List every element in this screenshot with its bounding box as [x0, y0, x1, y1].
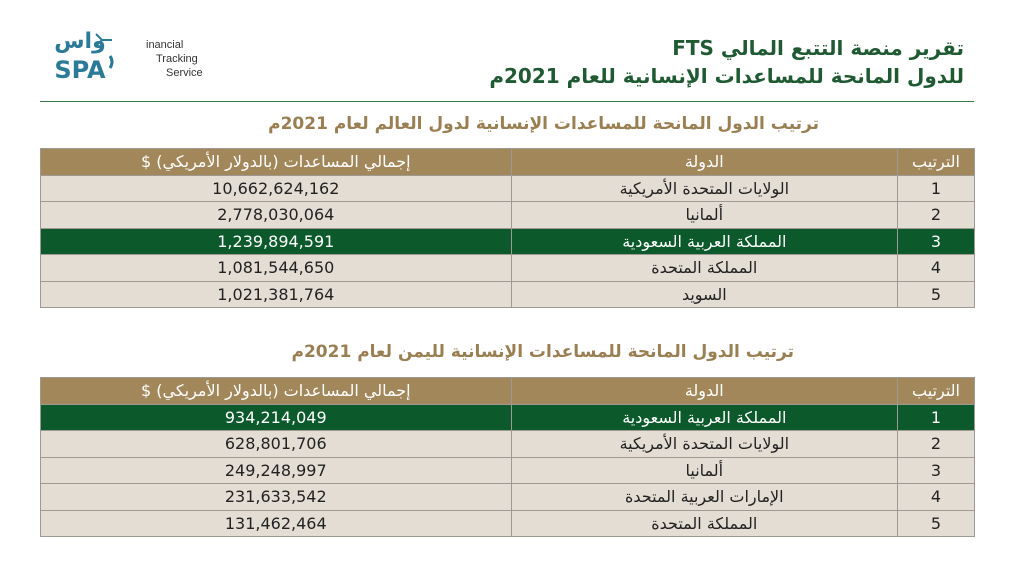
cell-country: المملكة المتحدة	[511, 255, 897, 282]
logo-caption-line-2: Tracking	[156, 53, 198, 65]
cell-total: 2,778,030,064	[41, 202, 512, 229]
table-row	[41, 281, 975, 308]
cell-country: ألمانيا	[511, 202, 897, 229]
table-row-highlighted	[41, 404, 975, 431]
cell-rank: 2	[898, 431, 975, 458]
table-row	[41, 510, 975, 537]
column-header-rank: الترتيب	[898, 149, 975, 176]
cell-country: ألمانيا	[511, 457, 897, 484]
logo-caption	[146, 38, 203, 80]
logo-caption-line-1: inancial	[146, 39, 184, 51]
world-donors-table	[40, 148, 975, 308]
world-table-title: ترتيب الدول المانحة للمساعدات الإنسانية لدول العالم لعام 2021م	[268, 114, 819, 134]
table-header-row	[41, 149, 975, 176]
cell-total: 1,081,544,650	[41, 255, 512, 282]
cell-rank: 3	[898, 228, 975, 255]
table-row	[41, 484, 975, 511]
cell-rank: 3	[898, 457, 975, 484]
table-row	[41, 457, 975, 484]
cell-rank: 5	[898, 281, 975, 308]
table-header-row	[41, 378, 975, 405]
report-title-line-2: للدول المانحة للمساعدات الإنسانية للعام 2021م	[489, 64, 964, 88]
cell-country: السويد	[511, 281, 897, 308]
spa-logo-mark	[40, 26, 120, 84]
cell-total: 934,214,049	[41, 404, 512, 431]
report-title-line-1: تقرير منصة التتبع المالي FTS	[672, 36, 964, 60]
cell-rank: 2	[898, 202, 975, 229]
yemen-donors-table	[40, 377, 975, 537]
table-row	[41, 175, 975, 202]
table-row	[41, 431, 975, 458]
logo-mark-top-text: واس	[54, 29, 106, 54]
cell-rank: 1	[898, 175, 975, 202]
yemen-table-title: ترتيب الدول المانحة للمساعدات الإنسانية لليمن لعام 2021م	[291, 342, 794, 362]
cell-country: المملكة المتحدة	[511, 510, 897, 537]
table-row	[41, 255, 975, 282]
column-header-total: إجمالي المساعدات (بالدولار الأمريكي) $	[41, 378, 512, 405]
cell-rank: 5	[898, 510, 975, 537]
column-header-country: الدولة	[511, 378, 897, 405]
cell-rank: 4	[898, 484, 975, 511]
cell-country: المملكة العربية السعودية	[511, 228, 897, 255]
cell-rank: 1	[898, 404, 975, 431]
column-header-country: الدولة	[511, 149, 897, 176]
cell-country: المملكة العربية السعودية	[511, 404, 897, 431]
logo-caption-line-3: Service	[166, 67, 203, 79]
report-title	[489, 34, 964, 90]
cell-total: 1,021,381,764	[41, 281, 512, 308]
table-row-highlighted	[41, 228, 975, 255]
cell-total: 1,239,894,591	[41, 228, 512, 255]
cell-rank: 4	[898, 255, 975, 282]
cell-total: 231,633,542	[41, 484, 512, 511]
cell-total: 10,662,624,162	[41, 175, 512, 202]
cell-total: 131,462,464	[41, 510, 512, 537]
cell-total: 249,248,997	[41, 457, 512, 484]
table-row	[41, 202, 975, 229]
cell-country: الولايات المتحدة الأمريكية	[511, 175, 897, 202]
header-divider	[40, 101, 974, 102]
spa-logo	[40, 26, 203, 86]
cell-total: 628,801,706	[41, 431, 512, 458]
column-header-total: إجمالي المساعدات (بالدولار الأمريكي) $	[41, 149, 512, 176]
cell-country: الإمارات العربية المتحدة	[511, 484, 897, 511]
cell-country: الولايات المتحدة الأمريكية	[511, 431, 897, 458]
column-header-rank: الترتيب	[898, 378, 975, 405]
logo-mark-bottom-text: SPA	[54, 56, 106, 84]
